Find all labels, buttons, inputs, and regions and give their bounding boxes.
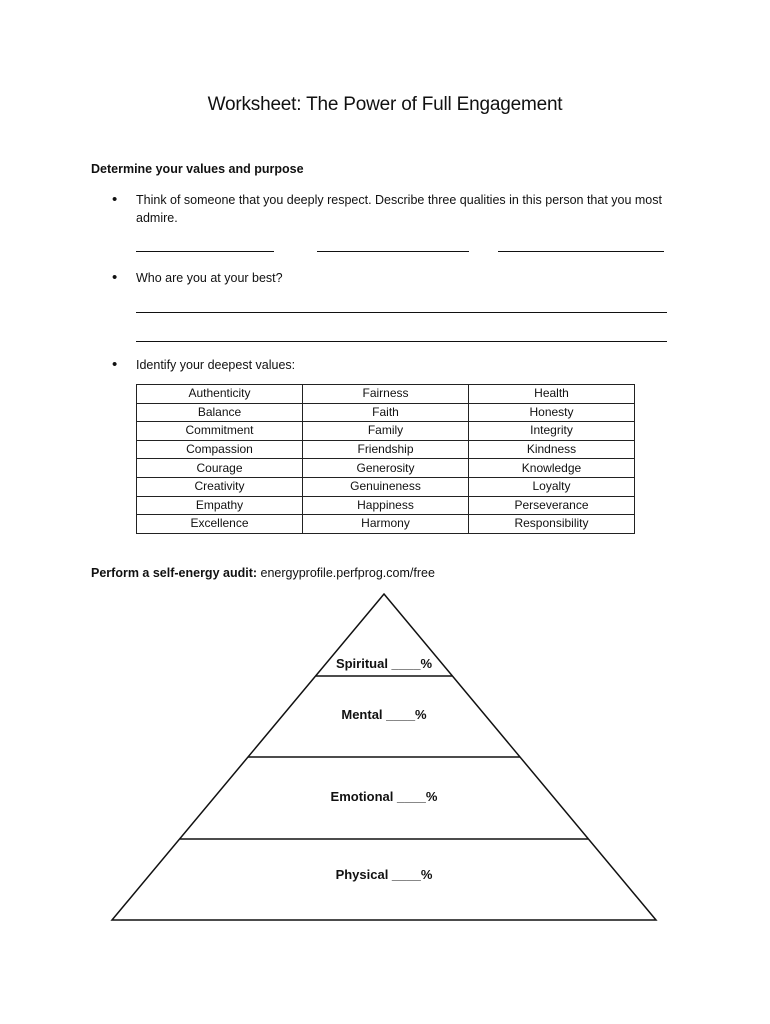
values-table-cell: Generosity	[303, 459, 469, 478]
values-table-cell: Kindness	[469, 440, 635, 459]
values-table-cell: Integrity	[469, 422, 635, 441]
values-table-cell: Harmony	[303, 515, 469, 534]
values-table-cell: Friendship	[303, 440, 469, 459]
pyramid-label-emotional: Emotional ____%	[330, 789, 438, 804]
section-heading-values: Determine your values and purpose	[91, 162, 304, 176]
values-table-cell: Fairness	[303, 385, 469, 404]
values-table-cell: Loyalty	[469, 477, 635, 496]
values-table-cell: Happiness	[303, 496, 469, 515]
values-table-cell: Courage	[137, 459, 303, 478]
values-table-cell: Balance	[137, 403, 303, 422]
values-table-cell: Authenticity	[137, 385, 303, 404]
values-table-cell: Faith	[303, 403, 469, 422]
bullet-icon: •	[112, 191, 118, 208]
page-title: Worksheet: The Power of Full Engagement	[207, 94, 563, 115]
values-table-cell: Perseverance	[469, 496, 635, 515]
values-table-cell: Compassion	[137, 440, 303, 459]
bullet-icon: •	[112, 269, 118, 286]
energy-audit-url[interactable]: energyprofile.perfprog.com/free	[260, 566, 435, 580]
question-best-self: Who are you at your best?	[136, 271, 283, 285]
values-table-cell: Family	[303, 422, 469, 441]
values-table-cell: Knowledge	[469, 459, 635, 478]
bullet-icon: •	[112, 356, 118, 373]
values-table-cell: Creativity	[137, 477, 303, 496]
values-table-cell: Excellence	[137, 515, 303, 534]
pyramid-label-physical: Physical ____%	[335, 867, 433, 882]
pyramid-label-mental: Mental ____%	[341, 707, 427, 722]
question-deepest-values: Identify your deepest values:	[136, 358, 296, 372]
pyramid-label-spiritual: Spiritual ____%	[335, 656, 433, 671]
energy-audit-label: Perform a self-energy audit:	[91, 566, 258, 580]
values-table-cell: Responsibility	[469, 515, 635, 534]
question-respect: Think of someone that you deeply respect. Describe three qualities in this person that you most admire.	[136, 193, 662, 225]
values-table-cell: Genuineness	[303, 477, 469, 496]
values-table-cell: Empathy	[137, 496, 303, 515]
values-table-cell: Honesty	[469, 403, 635, 422]
values-table-cell: Health	[469, 385, 635, 404]
values-table-cell: Commitment	[137, 422, 303, 441]
